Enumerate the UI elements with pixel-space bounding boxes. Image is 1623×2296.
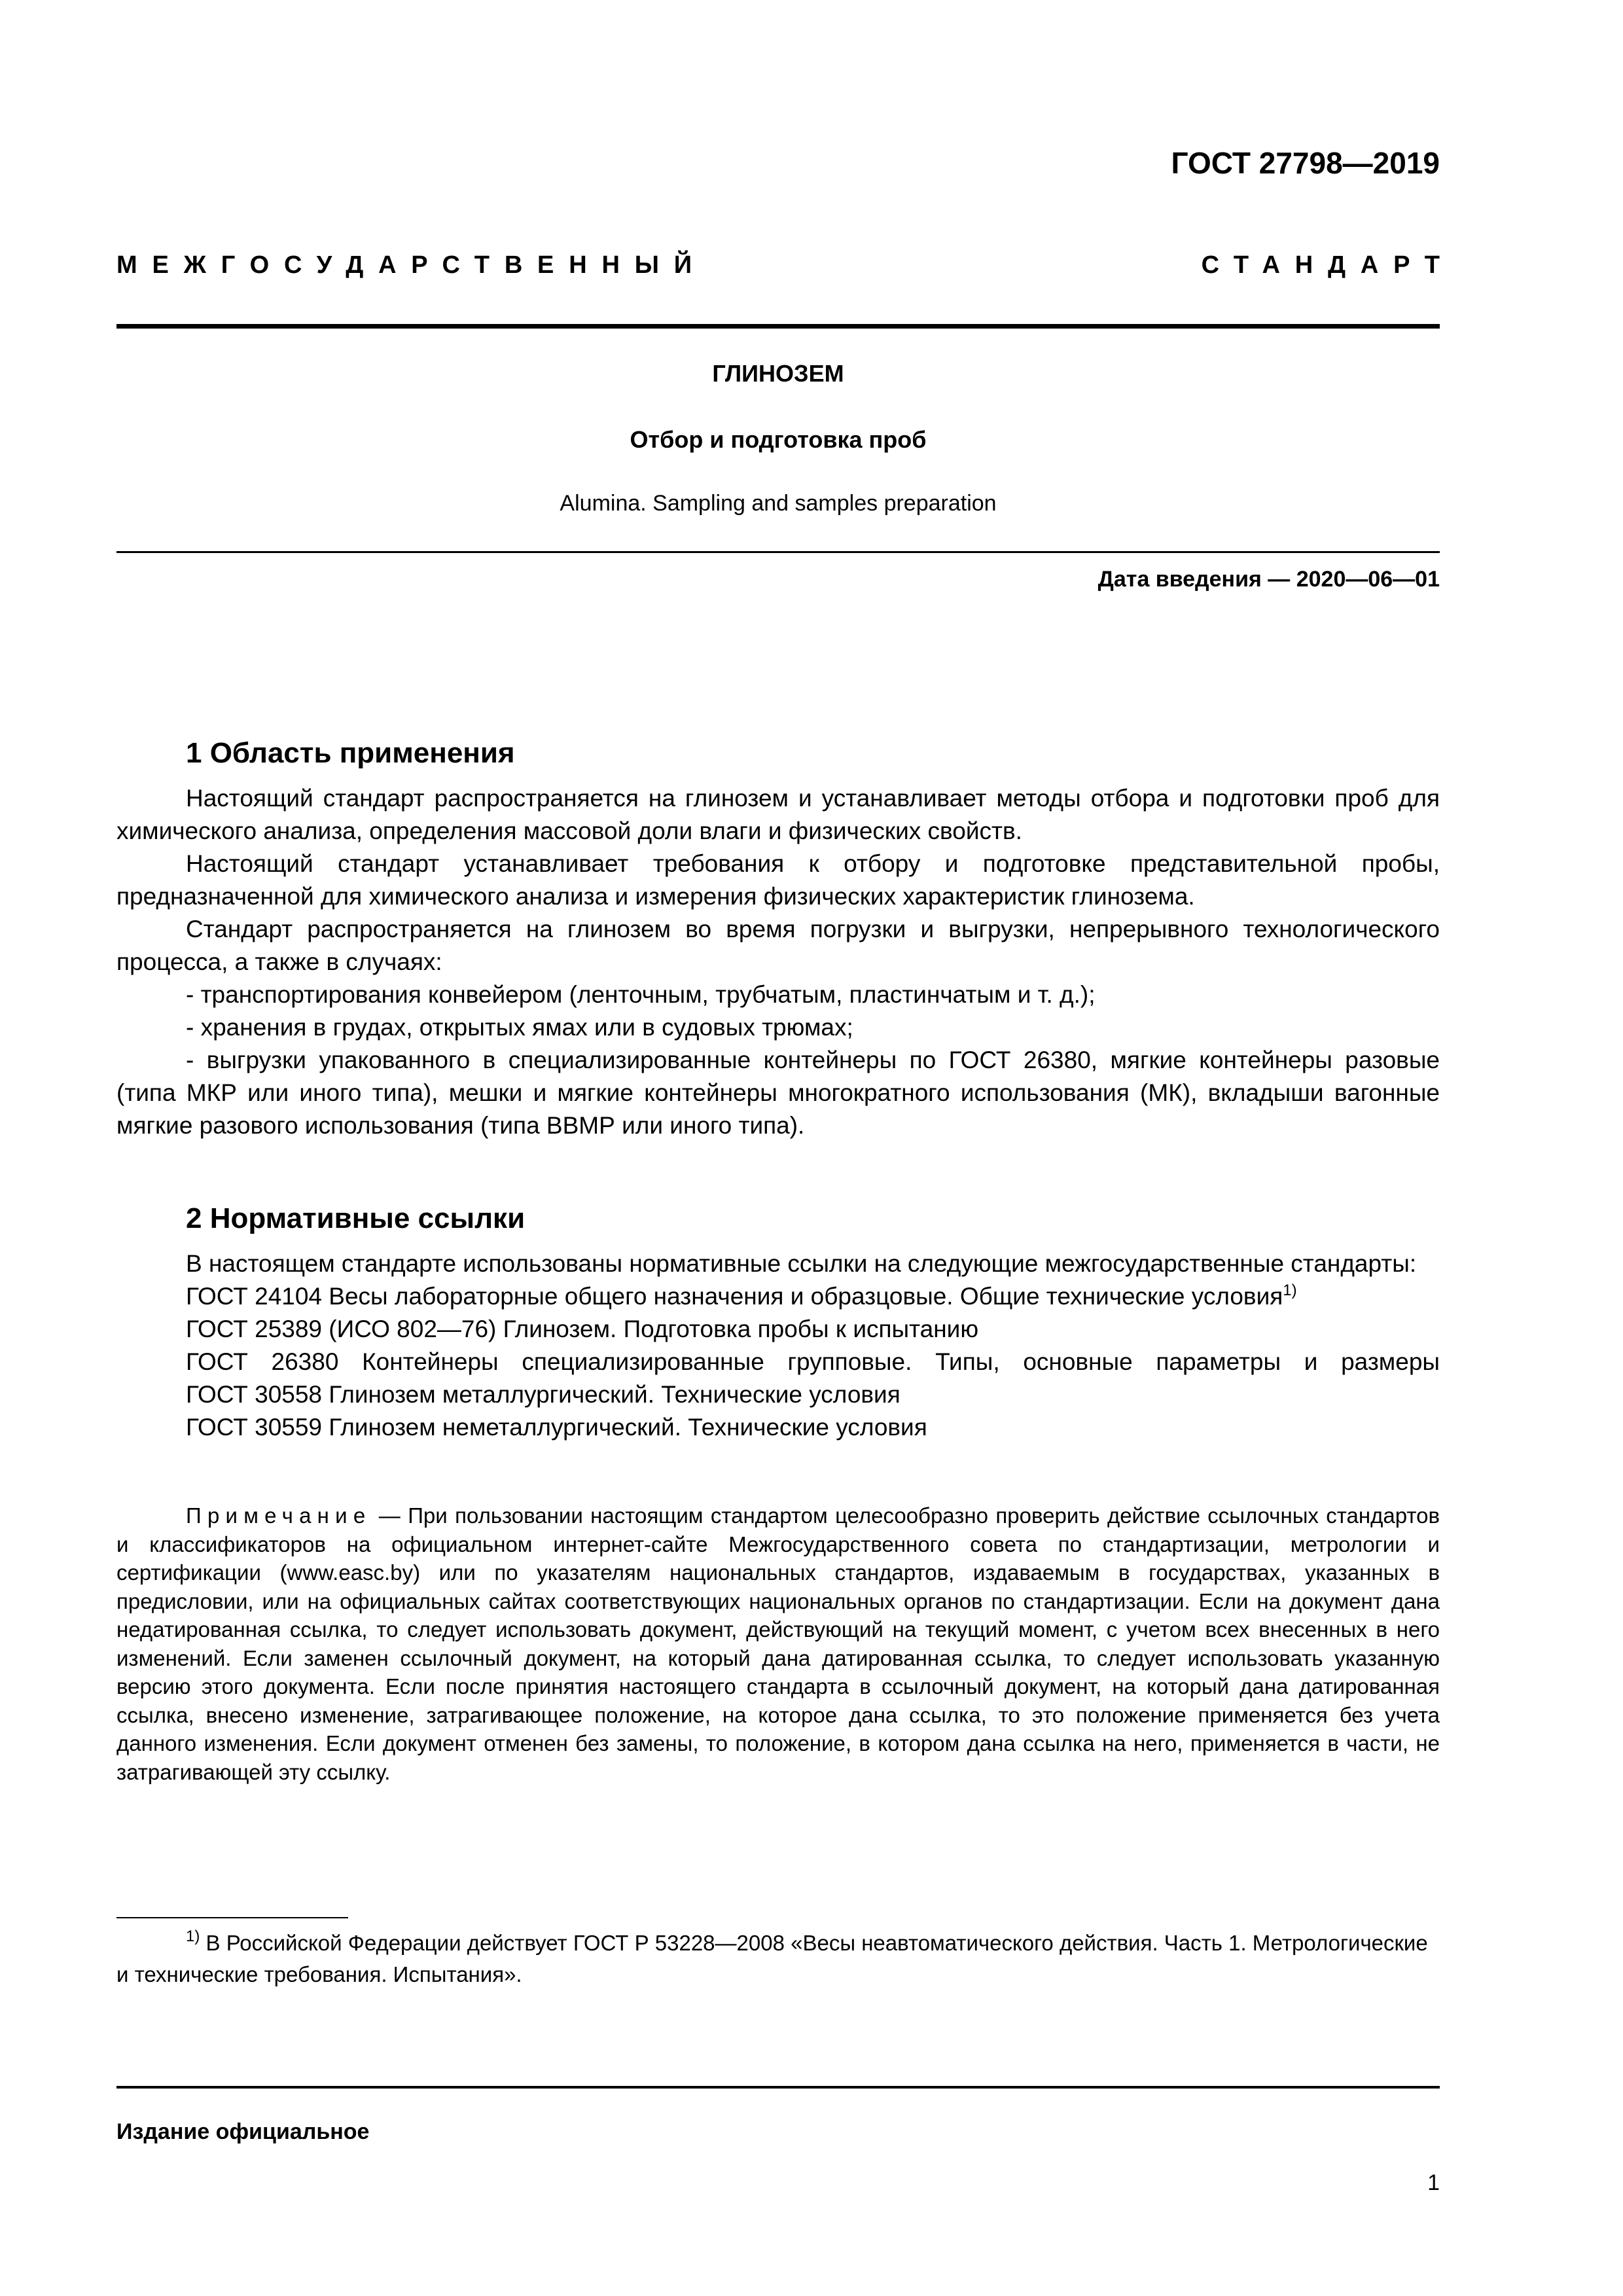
reference-item: ГОСТ 30559 Глинозем неметаллургический. Технические условия [186, 1414, 927, 1441]
document-subtitle: Отбор и подготовка проб [630, 426, 927, 453]
standard-type-banner [116, 251, 1455, 279]
standard-code: ГОСТ 27798—2019 [1171, 146, 1440, 180]
document-title: ГЛИНОЗЕМ [712, 360, 844, 387]
paragraph: Стандарт распространяется на глинозем во время погрузки и выгрузки, непрерывного технологического процесса, а также в случаях: [116, 916, 1440, 975]
list-item: - выгрузки упакованного в специализированные контейнеры по ГОСТ 26380, мягкие контейнеры разовые (типа МКР или иного типа), мешки и мягкие контейнеры многократного использования (МК), вкладыши вагонные мягкие разового использования (типа ВВМР или иного типа). [116, 1047, 1440, 1139]
reference-item: ГОСТ 25389 (ИСО 802—76) Глинозем. Подготовка пробы к испытанию [186, 1316, 979, 1342]
banner-word-interstate: МЕЖГОСУДАРСТВЕННЫЙ [116, 251, 707, 279]
english-title: Alumina. Sampling and samples preparation [560, 491, 997, 516]
paragraph: Настоящий стандарт распространяется на глинозем и устанавливает методы отбора и подготовки проб для химического анализа, определения массовой доли влаги и физических свойств. [116, 785, 1440, 844]
section-normative-references [116, 1202, 1440, 1444]
section-heading: 2 Нормативные ссылки [186, 1202, 526, 1234]
reference-item [116, 1280, 1440, 1313]
banner-word-standard: СТАНДАРТ [1201, 251, 1455, 279]
footnote-mark: 1) [186, 1928, 200, 1945]
list-item: - транспортирования конвейером (ленточным, трубчатым, пластинчатым и т. д.); [186, 981, 1096, 1008]
paragraph: В настоящем стандарте использованы нормативные ссылки на следующие межгосударственные стандарты: [186, 1250, 1417, 1277]
title-divider [116, 551, 1440, 553]
document-page [116, 0, 1455, 2296]
note [116, 1501, 1440, 1786]
reference-text: ГОСТ 24104 Весы лабораторные общего назначения и образцовые. Общие технические условия [186, 1283, 1283, 1310]
footnote-reference-mark: 1) [1283, 1282, 1297, 1299]
footer-divider [116, 2086, 1440, 2089]
section-heading: 1 Область применения [186, 737, 515, 769]
paragraph: Настоящий стандарт устанавливает требования к отбору и подготовке представительной пробы, предназначенной для химического анализа и измерения физических характеристик глинозема. [116, 850, 1440, 910]
list-item: - хранения в грудах, открытых ямах или в судовых трюмах; [186, 1014, 853, 1041]
page-number: 1 [1427, 2170, 1440, 2195]
section-scope [116, 736, 1440, 1142]
reference-item: ГОСТ 30558 Глинозем металлургический. Технические условия [186, 1381, 901, 1408]
footnote-separator [116, 1917, 348, 1918]
footnote-text: В Российской Федерации действует ГОСТ Р 53228—2008 «Весы неавтоматического действия. Часть 1. Метрологические и технические требования. Испытания». [116, 1931, 1428, 1986]
reference-item: ГОСТ 26380 Контейнеры специализированные групповые. Типы, основные параметры и размеры [186, 1348, 1440, 1375]
note-text: — При пользовании настоящим стандартом целесообразно проверить действие ссылочных стандартов и классификаторов на официальном интернет-сайте Межгосударственного совета по стандартизации, метрологии и сертификации (www.easc.by) или по указателям национальных стандартов, издаваемым в государствах, указанных в предисловии, или на официальных сайтах соответствующих национальных органов по стандартизации. Если на документ дана недатированная ссылка, то следует использовать документ, действующий на текущий момент, с учетом всех внесенных в него изменений. Если заменен ссылочный документ, на который дана датированная ссылка, то следует использовать указанную версию этого документа. Если после принятия настоящего стандарта в ссылочный документ, на который дана датированная ссылка, внесено изменение, затрагивающее положение, на которое дана ссылка, то это положение применяется без учета данного изменения. Если документ отменен без замены, то положение, в котором дана ссылка на него, применяется в части, не затрагивающей эту ссылку. [116, 1503, 1440, 1784]
footnote [116, 1928, 1440, 1990]
header-divider [116, 324, 1440, 329]
introduction-date: Дата введения — 2020—06—01 [1097, 567, 1440, 592]
edition-label: Издание официальное [116, 2119, 370, 2144]
note-label: Примечание [186, 1503, 372, 1528]
